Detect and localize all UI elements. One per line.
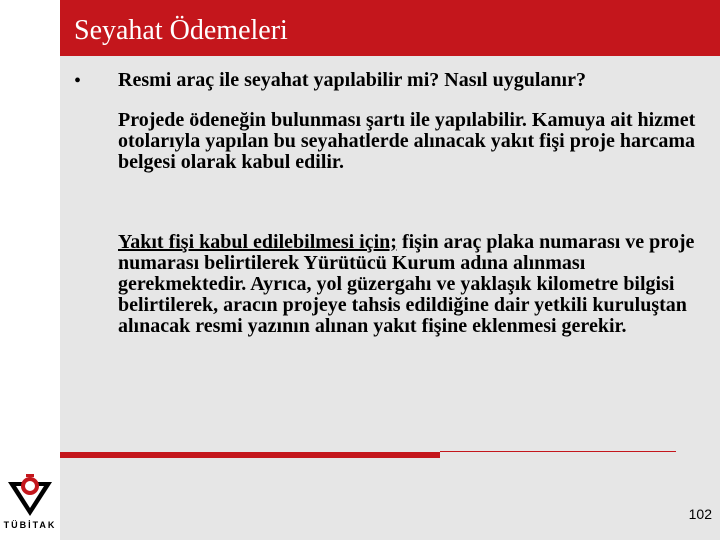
- logo-text: TÜBİTAK: [3, 520, 57, 530]
- bullet-marker: •: [74, 70, 82, 92]
- paragraph-2: [118, 232, 708, 337]
- red-divider: [60, 452, 440, 458]
- question-text: Resmi araç ile seyahat yapılabilir mi? Nasıl uygulanır?: [118, 69, 586, 91]
- left-strip: [0, 0, 60, 540]
- page-number: 102: [688, 506, 712, 522]
- paragraph-2-rest: fişin araç plaka numarası ve proje numarası belirtilerek Yürütücü Kurum adına alınması gerekmektedir. Ayrıca, yol güzergahı ve yaklaşık kilometre bilgisi belirtilerek, aracın projeye tahsis edildiğine dair yetkili kuruluştan alınacak resmi yazının alınan yakıt fişine eklenmesi gerekir.: [118, 231, 695, 337]
- thin-divider: [440, 451, 676, 452]
- paragraph-1: Projede ödeneğin bulunması şartı ile yapılabilir. Kamuya ait hizmet otolarıyla yapılan bu seyahatlerde alınacak yakıt fişi proje harcama belgesi olarak kabul edilir.: [118, 109, 696, 173]
- page-title: Seyahat Ödemeleri: [74, 15, 288, 46]
- paragraph-2-underlined: Yakıt fişi kabul edilebilmesi için;: [118, 231, 397, 253]
